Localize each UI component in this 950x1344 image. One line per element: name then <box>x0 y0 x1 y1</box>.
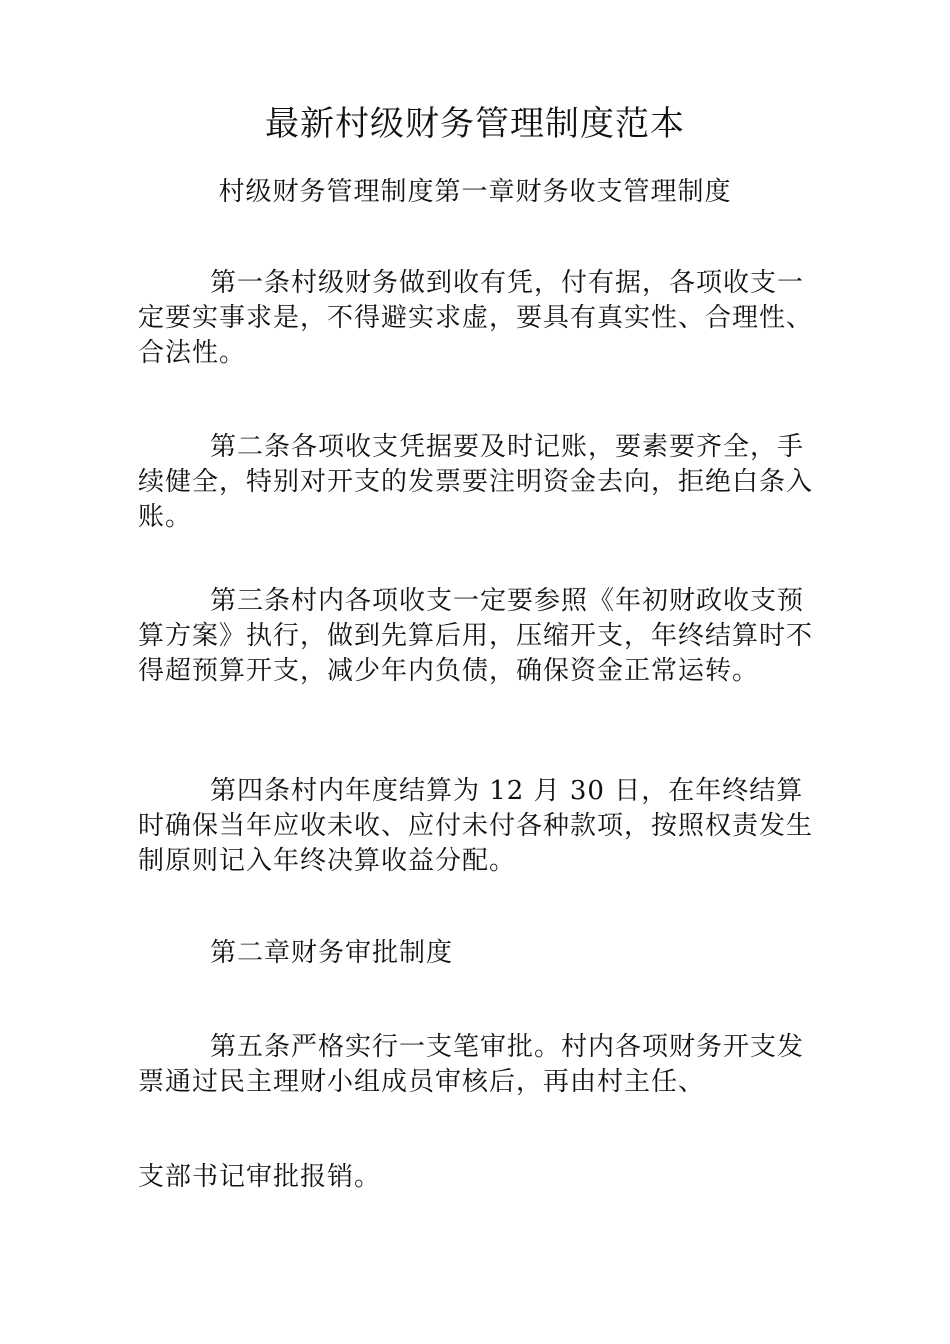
chapter-one-heading: 村级财务管理制度第一章财务收支管理制度 <box>218 177 732 207</box>
article-1-paragraph: 第一条村级财务做到收有凭，付有据，各项收支一定要实事求是，不得避实求虚，要具有真实性、合理性、合法性。 <box>138 268 814 368</box>
document-title: 最新村级财务管理制度范本 <box>265 104 685 144</box>
article-5-continuation: 支部书记审批报销。 <box>138 1162 382 1192</box>
article-4-paragraph: 第四条村内年度结算为 12 月 30 日，在年终结算时确保当年应收未收、应付未付各种款项，按照权责发生制原则记入年终决算收益分配。 <box>138 776 814 876</box>
article-5-paragraph: 第五条严格实行一支笔审批。村内各项财务开支发票通过民主理财小组成员审核后，再由村主任、 <box>138 1032 805 1097</box>
chapter-two-heading: 第二章财务审批制度 <box>210 938 454 968</box>
article-3-paragraph: 第三条村内各项收支一定要参照《年初财政收支预算方案》执行，做到先算后用，压缩开支，年终结算时不得超预算开支，减少年内负债，确保资金正常运转。 <box>138 586 814 686</box>
article-2-paragraph: 第二条各项收支凭据要及时记账，要素要齐全，手续健全，特别对开支的发票要注明资金去向，拒绝白条入账。 <box>138 432 814 532</box>
